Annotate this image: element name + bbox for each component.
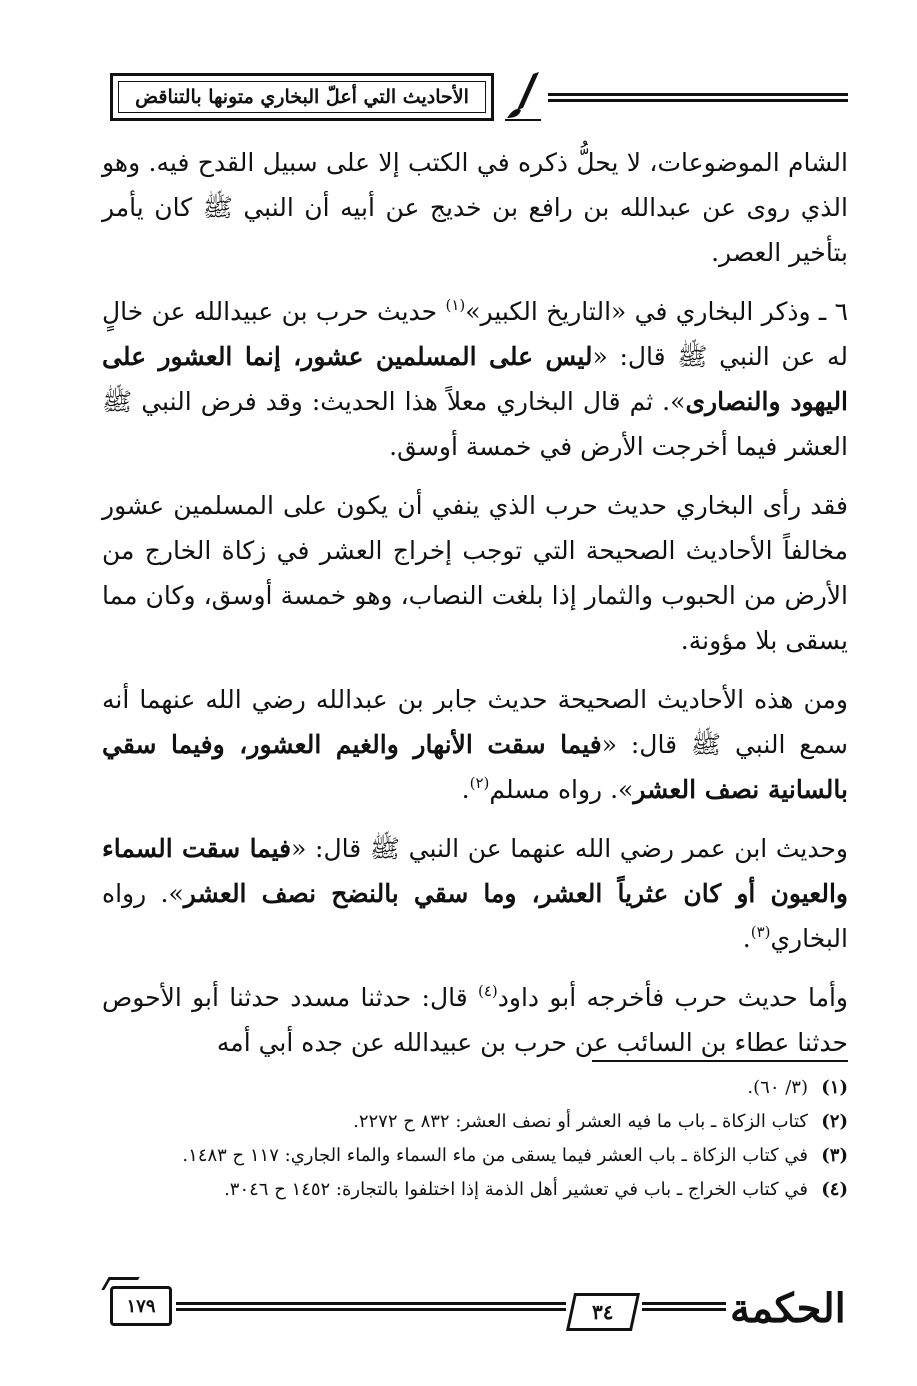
footnote [102, 1174, 848, 1205]
quill-pen-icon [503, 70, 543, 122]
paragraph: وأما حديث حرب فأخرجه أبو داود$^{(٤)}$ قال: حدثنا مسدد حدثنا أبو الأحوص حدثنا عطاء بن السائب عن حرب بن عبيدالله عن جده أبي أمه [102, 982, 848, 1057]
magazine-logo [730, 1280, 850, 1336]
footnote-separator [592, 1060, 848, 1062]
issue-number-text: ٣٤ [592, 1300, 614, 1324]
footnotes [102, 1072, 848, 1208]
paragraph: ومن هذه الأحاديث الصحيحة حديث جابر بن عبدالله رضي الله عنهما أنه سمع النبي ﷺ قال: «فيما سقت الأنهار والغيم العشور، وفيما سقي بالسانية نصف العشر». رواه مسلم$^{(٢)}$. [102, 685, 849, 804]
running-header [110, 73, 494, 121]
footnote-number: (٤) [821, 1179, 848, 1200]
paragraph: الشام الموضوعات، لا يحلُّ ذكره في الكتب إلا على سبيل القدح فيه. وهو الذي روى عن عبدالله بن رافع بن خديج عن أبيه أن النبي ﷺ كان يأمر بتأخير العصر. [102, 148, 848, 267]
footnote-number: (١) [821, 1077, 848, 1098]
paragraph: ٦ ـ وذكر البخاري في «التاريخ الكبير»$^{(١)}$ حديث حرب بن عبيدالله عن خالٍ له عن النبي ﷺ قال: «ليس على المسلمين عشور، إنما العشور على اليهود والنصارى». ثم قال البخاري معلاً هذا الحديث: وقد فرض النبي ﷺ العشر فيما أخرجت الأرض في خمسة أوسق. [102, 296, 849, 461]
header-title: الأحاديث التي أعلّ البخاري متونها بالتناقض [135, 86, 469, 108]
page-number [110, 1286, 172, 1326]
footer-rule-right [642, 1302, 726, 1316]
body-text [102, 140, 848, 1079]
footer-rule-left [176, 1302, 566, 1316]
logo-text: الحكمة [730, 1284, 846, 1332]
page-number-text: ١٧٩ [126, 1295, 156, 1317]
footnote-text: في كتاب الخراج ـ باب في تعشير أهل الذمة إذا اختلفوا بالتجارة: ١٤٥٢ ح ٣٠٤٦. [224, 1179, 808, 1200]
footnote [102, 1072, 848, 1103]
issue-number [566, 1293, 640, 1331]
footnote-text: كتاب الزكاة ـ باب ما فيه العشر أو نصف العشر: ٨٣٢ ح ٢٢٧٢. [353, 1111, 808, 1132]
footnote-text: (٣/ ٦٠). [747, 1077, 808, 1098]
paragraph: فقد رأى البخاري حديث حرب الذي ينفي أن يكون على المسلمين عشور مخالفاً الأحاديث الصحيحة التي توجب إخراج العشر في زكاة الخارج من الأرض من الحبوب والثمار إذا بلغت النصاب، وهو خمسة أوسق، وكان مما يسقى بلا مؤونة. [102, 491, 848, 655]
header-rule [548, 93, 848, 107]
footnote [102, 1140, 848, 1171]
footnote-number: (٢) [821, 1111, 848, 1132]
footnote-text: في كتاب الزكاة ـ باب العشر فيما يسقى من ماء السماء والماء الجاري: ١١٧ ح ١٤٨٣. [182, 1145, 808, 1166]
paragraph: وحديث ابن عمر رضي الله عنهما عن النبي ﷺ قال: «فيما سقت السماء والعيون أو كان عثرياً العشر، وما سقي بالنضح نصف العشر». رواه البخاري$^{(٣)}$. [102, 834, 848, 953]
footnote-number: (٣) [821, 1145, 848, 1166]
footnote [102, 1106, 848, 1137]
